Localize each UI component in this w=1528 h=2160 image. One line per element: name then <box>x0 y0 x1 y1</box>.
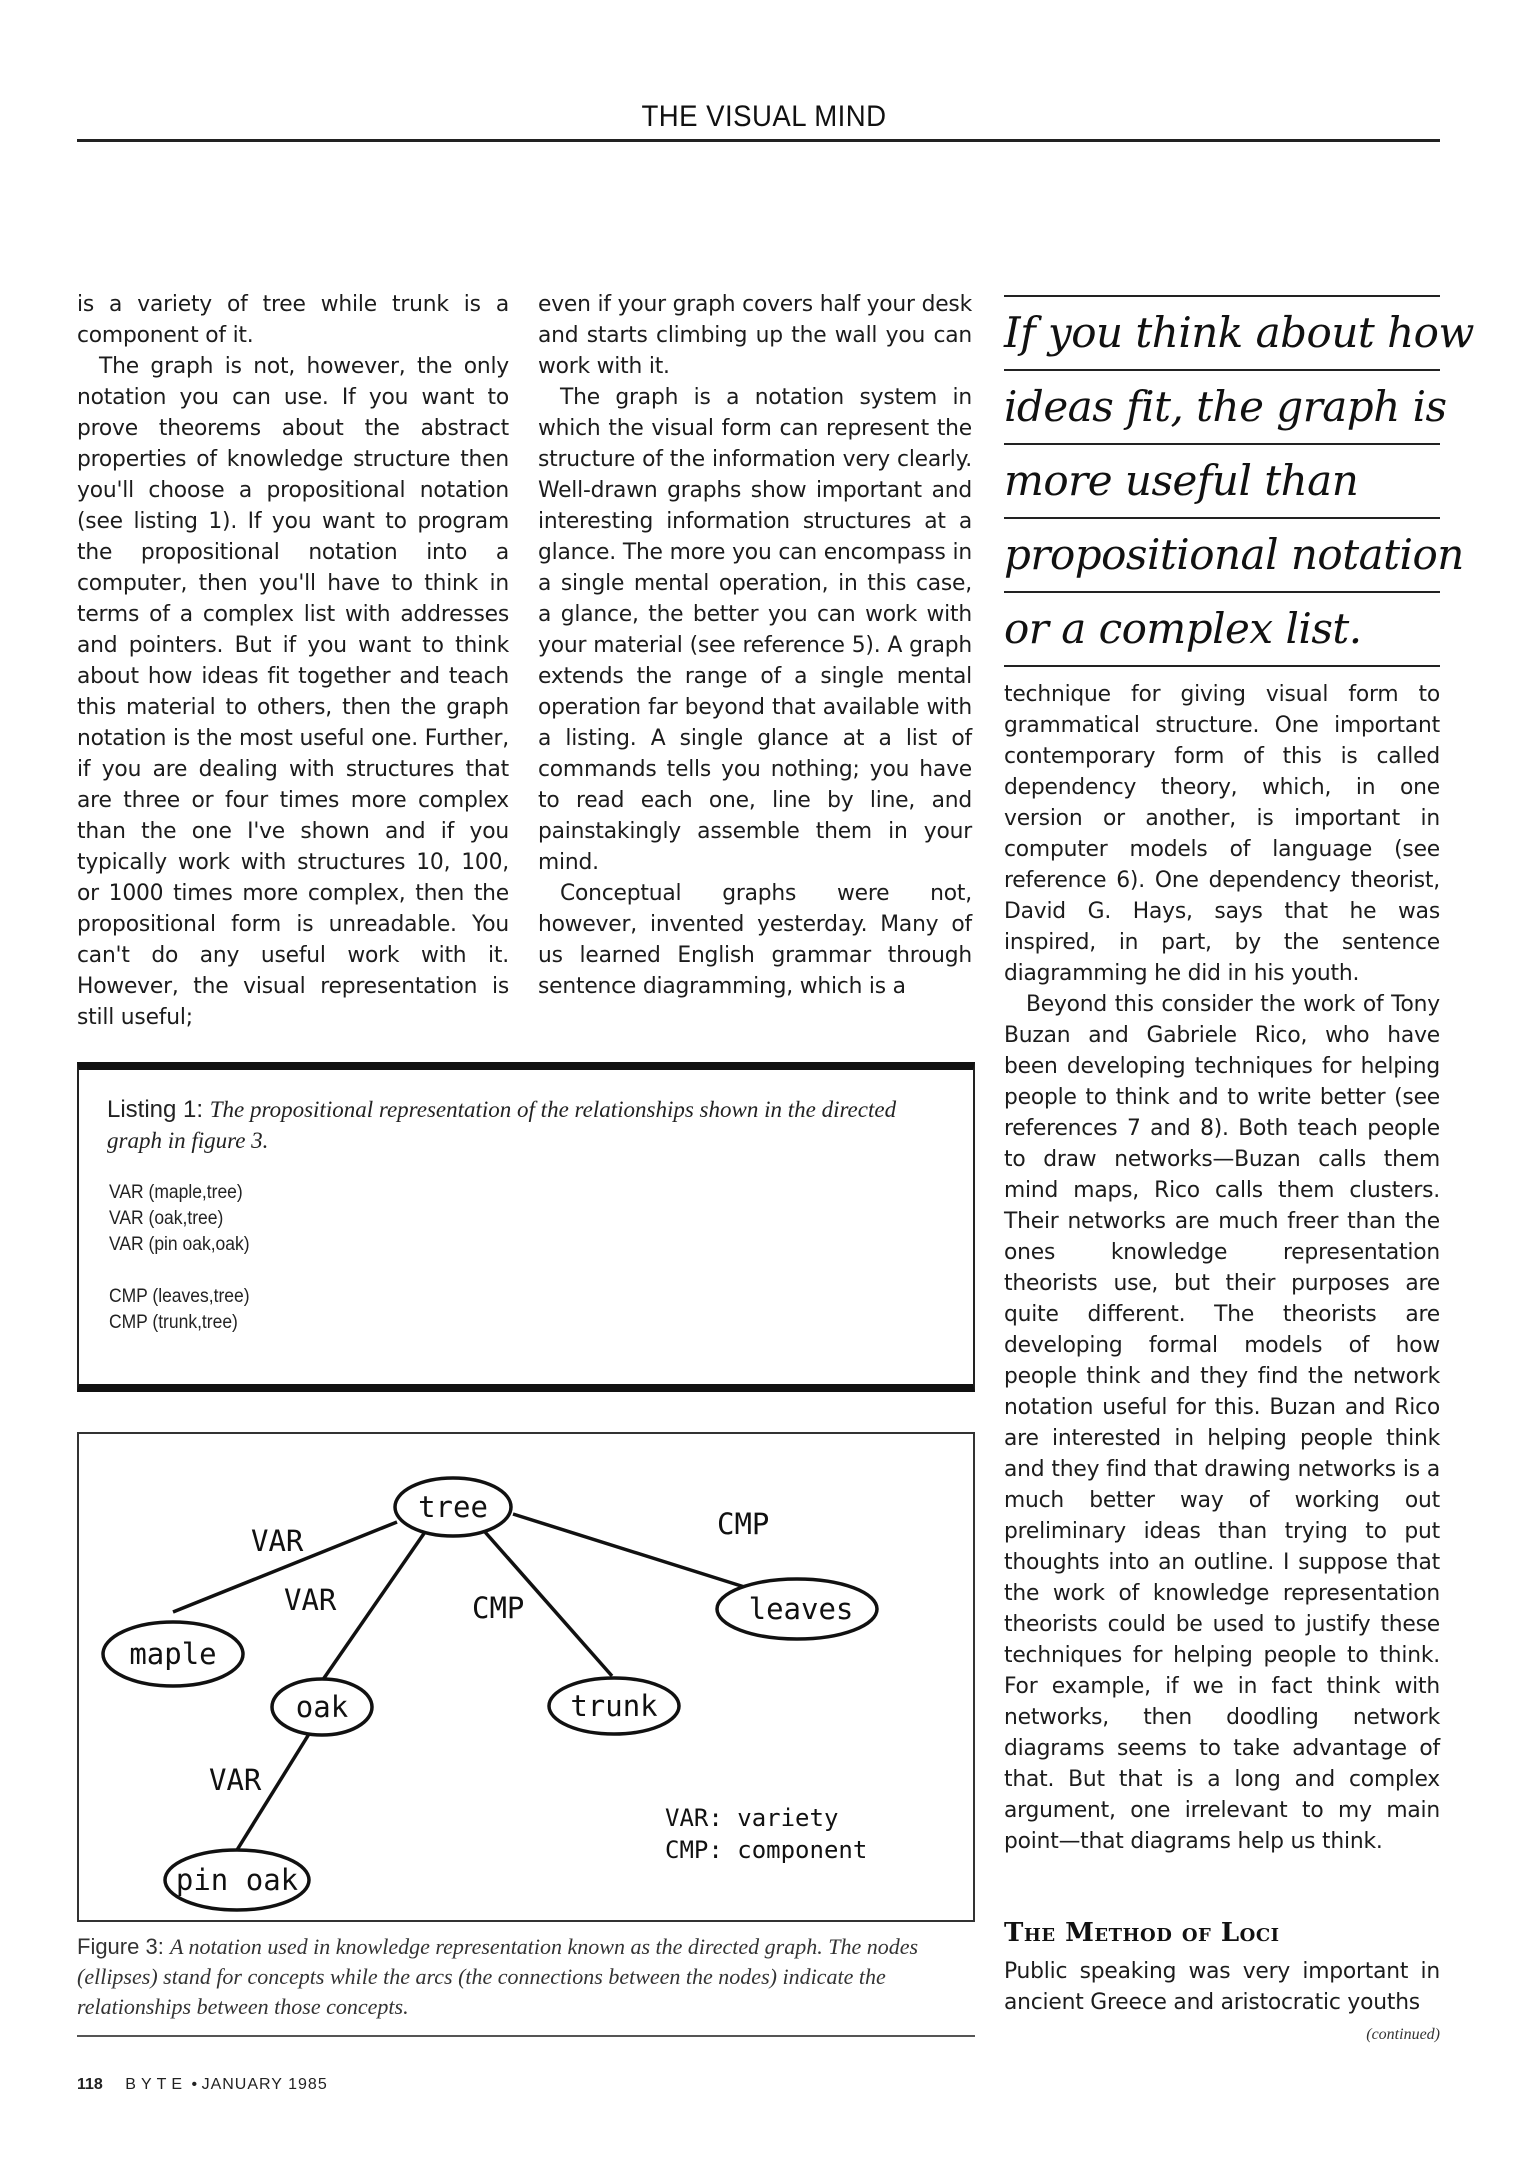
edge-tree-oak <box>322 1532 425 1681</box>
paragraph: even if your graph covers half your desk and starts climbing up the wall you can work with it. <box>538 292 972 379</box>
edge-label-tree-trunk: CMP <box>472 1591 525 1625</box>
magazine-name: BYTE <box>125 2076 188 2093</box>
node-leaves: leaves <box>748 1592 854 1626</box>
code-line: CMP (trunk,tree) <box>109 1312 238 1333</box>
pull-quote-line: more useful than <box>1004 443 1440 517</box>
header-rule <box>77 139 1440 142</box>
article-column-3 <box>1004 679 1440 1857</box>
figure-label: Figure 3: <box>77 1934 164 1959</box>
listing-caption <box>107 1094 927 1156</box>
edge-label-oak-pin-oak: VAR <box>209 1763 262 1797</box>
paragraph: The graph is a notation system in which the visual form can represent the structure of the information very clearly. Well-drawn graphs show important and interesting information structures at a glance. The more you can encompass in a single mental operation, in this case, a glance, the better you can work with your material (see reference 5). A graph extends the range of a single mental operation far beyond that available with a listing. A single glance at a list of commands tells you nothing; you have to read each one, line by line, and painstakingly assemble them in your mind. <box>538 385 972 875</box>
figure-caption <box>77 1932 977 2022</box>
paragraph: Beyond this consider the work of Tony Buzan and Gabriele Rico, who have been developing techniques for helping people to think and to write better (see references 7 and 8). Both teach people to draw networks—Buzan calls them mind maps, Rico calls them clusters. Their networks are much freer than the ones knowledge representation theorists use, but their purposes are quite different. The theorists are developing formal models of how people think and they find the network notation useful for this. Buzan and Rico are interested in helping people think and they find that drawing networks is a much better way of working out preliminary ideas than trying to put thoughts into an outline. I suppose that the work of knowledge representation theorists could be used to justify these techniques for helping people to think. For example, if we in fact think with networks, then doodling network diagrams seems to take advantage of that. But that is a long and complex argument, one irrelevant to my main point—that diagrams help us think. <box>1004 992 1440 1854</box>
node-oak: oak <box>295 1690 349 1724</box>
graph-edge-labels <box>209 1507 769 1797</box>
page-number: 118 <box>77 2076 103 2093</box>
code-line: VAR (oak,tree) <box>109 1208 224 1229</box>
paragraph: technique for giving visual form to grammatical structure. One important contemporary form of this is called dependency theory, which, in one version or another, is important in computer models of language (see reference 6). One dependency theorist, David G. Hays, says that he was inspired, in part, by the sentence diagramming he did in his youth. <box>1004 682 1440 986</box>
pull-quote-line: If you think about how <box>1004 295 1440 369</box>
listing-caption-text: The propositional representation of the relationships shown in the directed graph in figure 3. <box>107 1097 897 1153</box>
paragraph: Conceptual graphs were not, however, invented yesterday. Many of us learned English grammar through sentence diagramming, which is a <box>538 881 972 999</box>
pull-quote-line: propositional notation <box>1004 517 1440 591</box>
caption-rule <box>77 2035 975 2037</box>
code-line: VAR (maple,tree) <box>109 1182 243 1203</box>
code-line: CMP (leaves,tree) <box>109 1286 250 1307</box>
directed-graph-diagram <box>79 1434 977 1924</box>
legend-cmp: CMP: component <box>665 1836 868 1864</box>
paragraph: is a variety of tree while trunk is a component of it. <box>77 292 509 348</box>
listing-label: Listing 1: <box>107 1096 204 1123</box>
footer-separator: • <box>191 2076 198 2093</box>
node-maple: maple <box>129 1637 217 1671</box>
listing-box <box>77 1062 975 1392</box>
running-header-title: THE VISUAL MIND <box>641 100 887 133</box>
section-paragraph <box>1004 1956 1440 2018</box>
node-tree: tree <box>418 1490 488 1524</box>
legend-var: VAR: variety <box>665 1804 839 1832</box>
cmp-propositions <box>109 1284 250 1336</box>
article-column-1 <box>77 289 509 1033</box>
figure-caption-text: A notation used in knowledge representation known as the directed graph. The nodes (ellipses) stand for concepts while the arcs (the connections between the nodes) indicate the relationships between those concepts. <box>77 1934 919 2019</box>
page-footer <box>77 2076 328 2094</box>
pull-quote-line: or a complex list. <box>1004 591 1440 667</box>
pull-quote <box>1004 295 1474 667</box>
edge-label-tree-oak: VAR <box>284 1583 337 1617</box>
graph-legend <box>665 1804 867 1864</box>
continued-note: (continued) <box>1366 2026 1440 2043</box>
edge-label-tree-leaves: CMP <box>717 1507 770 1541</box>
issue-date: JANUARY 1985 <box>201 2076 328 2093</box>
paragraph: Public speaking was very important in ancient Greece and aristocratic youths <box>1004 1959 1440 2015</box>
section-heading: The Method of Loci <box>1004 1918 1280 1948</box>
figure-directed-graph <box>77 1432 975 1922</box>
edge-label-tree-maple: VAR <box>251 1524 304 1558</box>
paragraph: The graph is not, however, the only notation you can use. If you want to prove theorems about the abstract properties of knowledge structure then you'll choose a propositional notation (see listing 1). If you want to program the propositional notation into a computer, then you'll have to think in terms of a complex list with addresses and pointers. But if you want to think about how ideas fit together and teach this material to others, then the graph notation is the most useful one. Further, if you are dealing with structures that are three or four times more complex than the one I've shown and if you typically work with structures 10, 100, or 1000 times more complex, then the propositional form is unreadable. You can't do any useful work with it. However, the visual representation is still useful; <box>77 354 509 1030</box>
node-trunk: trunk <box>570 1689 658 1723</box>
article-column-2 <box>538 289 972 1002</box>
var-propositions <box>109 1180 250 1258</box>
node-pin-oak: pin oak <box>175 1863 299 1897</box>
pull-quote-line: ideas fit, the graph is <box>1004 369 1440 443</box>
code-line: VAR (pin oak,oak) <box>109 1234 250 1255</box>
graph-edges <box>173 1514 754 1850</box>
